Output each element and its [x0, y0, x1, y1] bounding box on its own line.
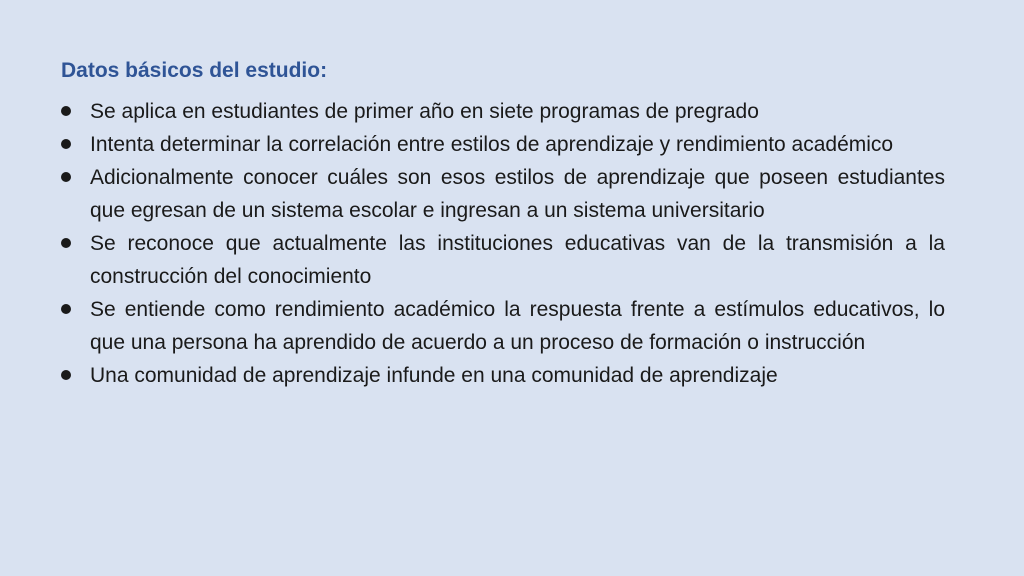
list-item-text: Se aplica en estudiantes de primer año en siete programas de pregrado — [90, 100, 759, 123]
bullet-dot-icon — [61, 172, 71, 182]
bullet-list — [61, 95, 945, 392]
list-item-text: Una comunidad de aprendizaje infunde en una comunidad de aprendizaje — [90, 364, 778, 387]
slide-content — [61, 56, 945, 392]
list-item — [61, 128, 945, 161]
bullet-dot-icon — [61, 238, 71, 248]
list-item — [61, 227, 945, 293]
list-item — [61, 293, 945, 359]
list-item-text: Se reconoce que actualmente las instituciones educativas van de la transmisión a la construcción del conocimiento — [90, 232, 945, 288]
list-item-text: Adicionalmente conocer cuáles son esos estilos de aprendizaje que poseen estudiantes que egresan de un sistema escolar e ingresan a un sistema universitario — [90, 166, 945, 222]
bullet-dot-icon — [61, 106, 71, 116]
list-item — [61, 95, 945, 128]
list-item — [61, 161, 945, 227]
bullet-dot-icon — [61, 304, 71, 314]
list-item-text: Se entiende como rendimiento académico la respuesta frente a estímulos educativos, lo que una persona ha aprendido de acuerdo a un proceso de formación o instrucción — [90, 298, 945, 354]
bullet-dot-icon — [61, 139, 71, 149]
slide-heading: Datos básicos del estudio: — [61, 59, 328, 82]
list-item — [61, 359, 945, 392]
list-item-text: Intenta determinar la correlación entre estilos de aprendizaje y rendimiento académico — [90, 133, 894, 156]
bullet-dot-icon — [61, 370, 71, 380]
